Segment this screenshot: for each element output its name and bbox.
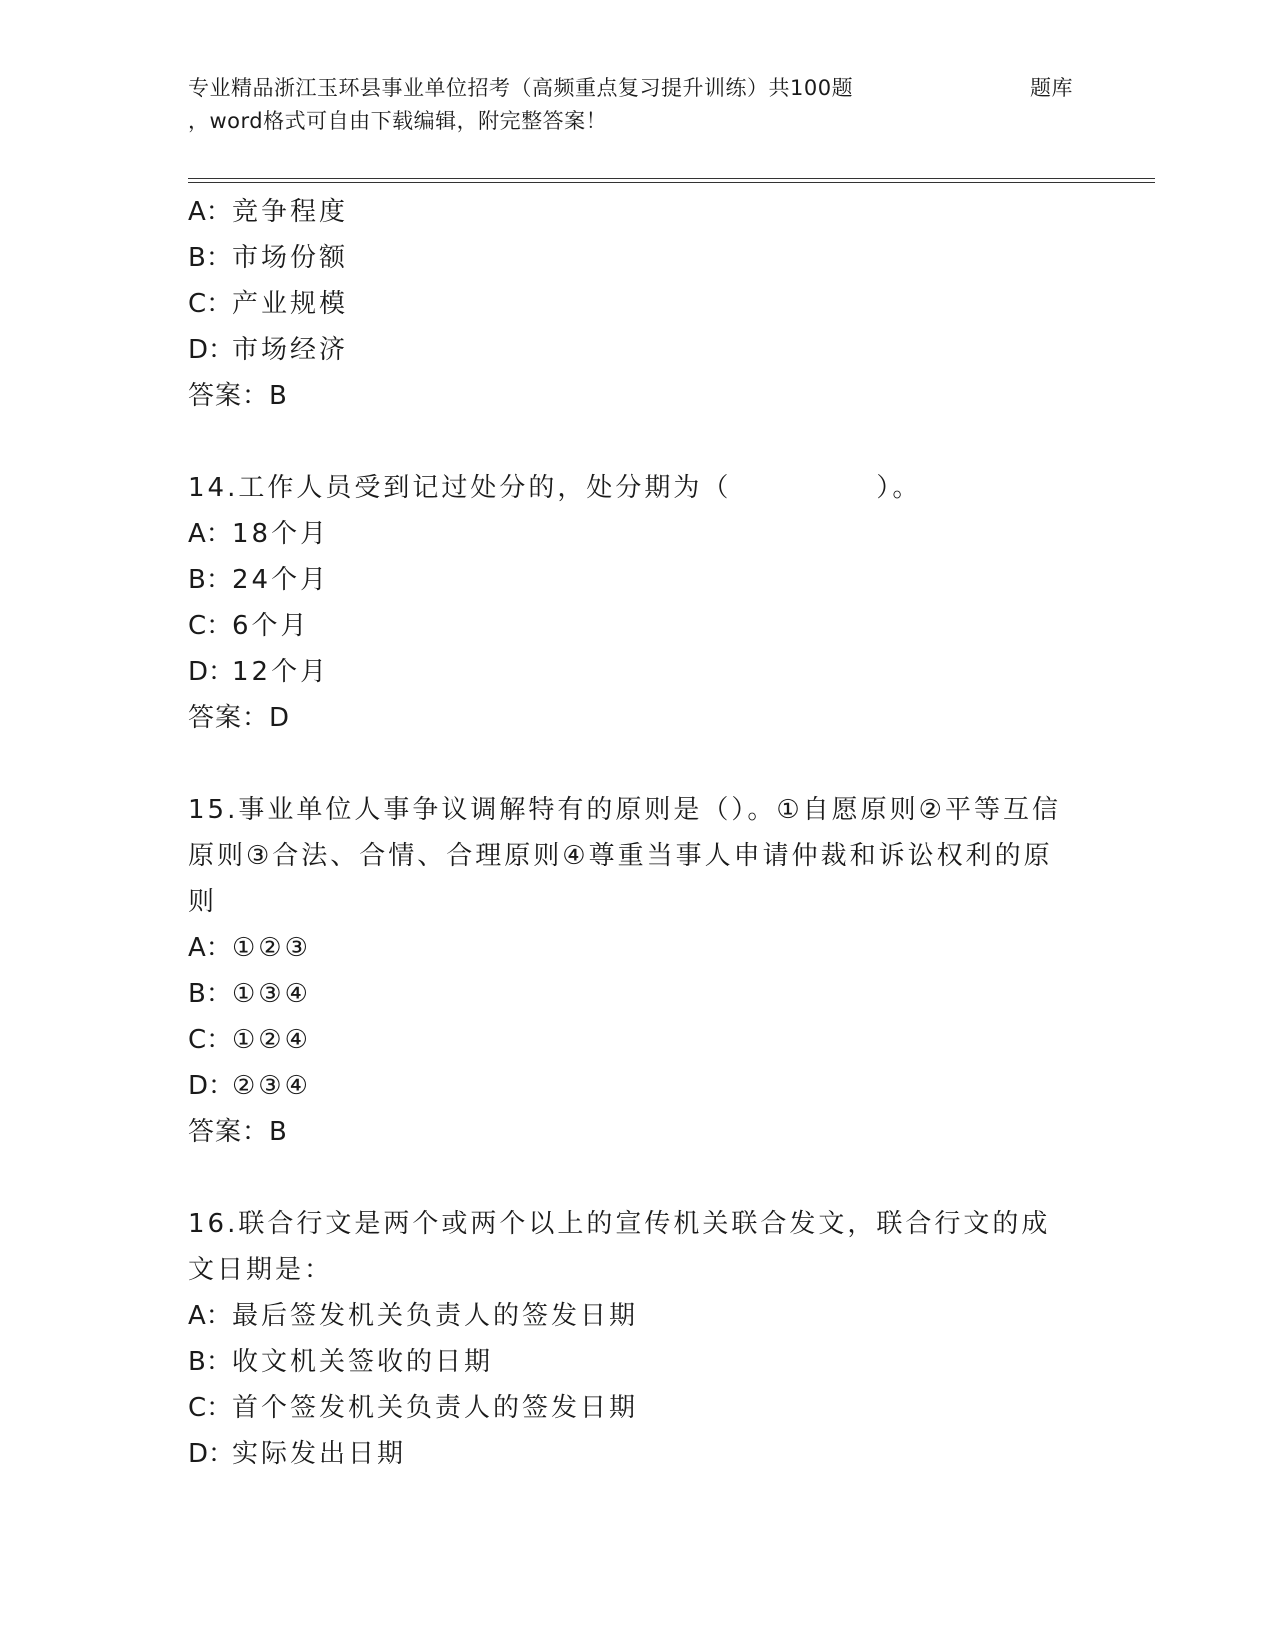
header-divider-top xyxy=(188,178,1155,179)
option-text: 最后签发机关负责人的签发日期 xyxy=(232,1301,639,1331)
option-a xyxy=(188,189,1068,235)
answer-line: 答案：D xyxy=(188,703,291,733)
option-text: 产业规模 xyxy=(232,289,349,319)
option-key: B： xyxy=(188,565,232,595)
option-key: B： xyxy=(188,243,232,273)
option-key: A： xyxy=(188,933,232,963)
answer-line: 答案：B xyxy=(188,1117,288,1147)
header-subtitle: ，word格式可自由下载编辑，附完整答案！ xyxy=(188,109,608,133)
option-text: 12个月 xyxy=(232,657,330,687)
option-b xyxy=(188,557,1068,603)
question-text: 15.事业单位人事争议调解特有的原则是（）。①自愿原则②平等互信原则③合法、合情、合理原则④尊重当事人申请仲裁和诉讼权利的原则 xyxy=(188,795,1061,917)
option-text: 竞争程度 xyxy=(232,197,349,227)
option-text: 18个月 xyxy=(232,519,330,549)
option-text: 实际发出日期 xyxy=(232,1439,407,1469)
option-key: C： xyxy=(188,611,233,641)
option-text: 6个月 xyxy=(232,611,310,641)
option-c xyxy=(188,1017,1068,1063)
question-list xyxy=(188,189,1068,1477)
option-b xyxy=(188,1339,1068,1385)
option-b xyxy=(188,235,1068,281)
option-key: B： xyxy=(188,979,232,1009)
option-key: A： xyxy=(188,1301,232,1331)
question-block-13 xyxy=(188,189,1068,419)
option-text: 市场经济 xyxy=(232,335,349,365)
option-text: 收文机关签收的日期 xyxy=(232,1347,494,1377)
option-a xyxy=(188,511,1068,557)
option-text: ①②④ xyxy=(232,1025,311,1055)
option-c xyxy=(188,281,1068,327)
question-block-16 xyxy=(188,1201,1068,1477)
answer-line: 答案：B xyxy=(188,381,288,411)
option-key: C： xyxy=(188,1025,233,1055)
page-header xyxy=(188,72,1088,138)
option-key: C： xyxy=(188,289,233,319)
option-text: ②③④ xyxy=(232,1071,311,1101)
question-block-14 xyxy=(188,465,1068,741)
option-c xyxy=(188,603,1068,649)
option-text: 24个月 xyxy=(232,565,330,595)
option-key: D： xyxy=(188,657,235,687)
header-tag: 题库 xyxy=(1030,76,1073,100)
header-line-1 xyxy=(188,72,1088,105)
option-c xyxy=(188,1385,1068,1431)
option-d xyxy=(188,1431,1068,1477)
option-key: B： xyxy=(188,1347,232,1377)
option-key: A： xyxy=(188,197,232,227)
option-key: D： xyxy=(188,335,235,365)
question-block-15 xyxy=(188,787,1068,1155)
header-divider-bottom xyxy=(188,182,1155,183)
option-a xyxy=(188,925,1068,971)
option-d xyxy=(188,1063,1068,1109)
option-text: ①②③ xyxy=(232,933,311,963)
question-text: 16.联合行文是两个或两个以上的宣传机关联合发文，联合行文的成文日期是： xyxy=(188,1209,1051,1285)
option-text: ①③④ xyxy=(232,979,311,1009)
option-text: 市场份额 xyxy=(232,243,349,273)
option-a xyxy=(188,1293,1068,1339)
question-text: 14.工作人员受到记过处分的，处分期为（ ）。 xyxy=(188,473,922,503)
option-d xyxy=(188,649,1068,695)
header-title: 专业精品浙江玉环县事业单位招考（高频重点复习提升训练）共100题 xyxy=(188,76,854,100)
option-b xyxy=(188,971,1068,1017)
option-key: C： xyxy=(188,1393,233,1423)
option-d xyxy=(188,327,1068,373)
option-key: A： xyxy=(188,519,232,549)
option-key: D： xyxy=(188,1439,235,1469)
option-text: 首个签发机关负责人的签发日期 xyxy=(232,1393,639,1423)
option-key: D： xyxy=(188,1071,235,1101)
